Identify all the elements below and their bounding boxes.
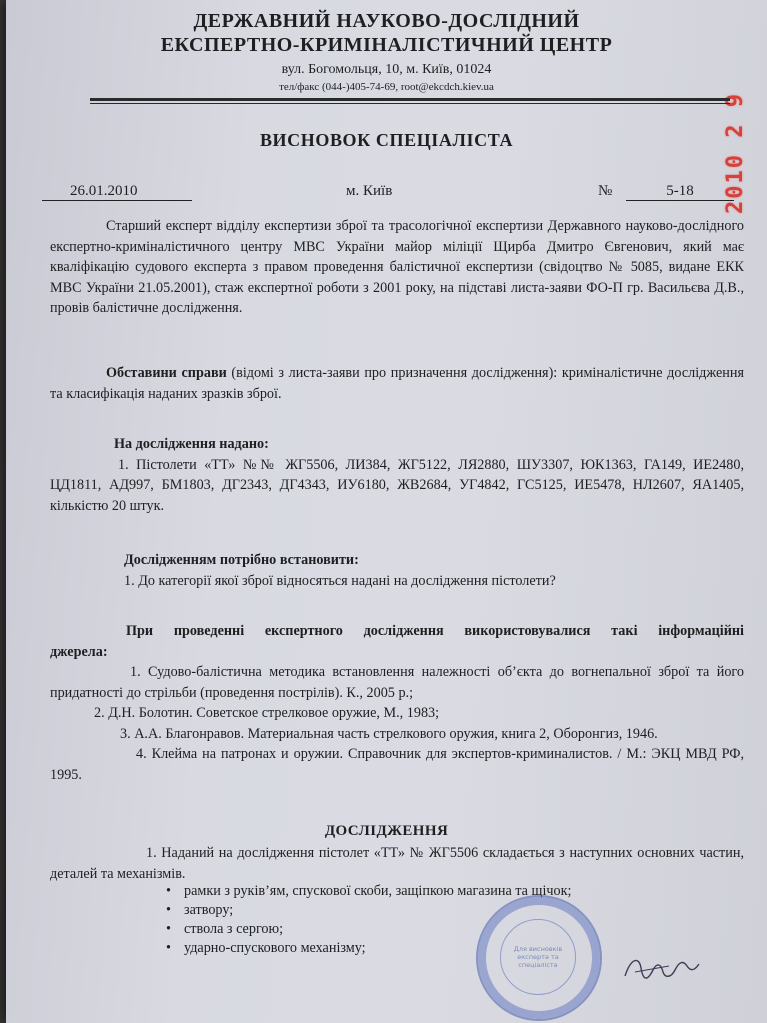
research-heading: ДОСЛІДЖЕННЯ (324, 823, 449, 839)
task-heading: Дослідженням потрібно встановити: (124, 552, 359, 568)
document-city: м. Київ (346, 183, 393, 199)
given-heading: На дослідження надано: (114, 436, 269, 452)
document-number: 5-18 (626, 183, 734, 201)
org-name-line2: ЕКСПЕРТНО-КРИМІНАЛІСТИЧНИЙ ЦЕНТР (160, 34, 613, 56)
source-item: 2. Д.Н. Болотин. Советское стрелковое оружие, М., 1983; (94, 705, 440, 721)
document-date: 26.01.2010 (42, 183, 192, 201)
org-contacts: тел/факс (044-)405-74-69, root@ekcdch.kiev.ua (279, 81, 494, 93)
signature-icon (621, 948, 701, 988)
list-item: • затвору; (156, 901, 676, 920)
task-item: 1. До категорії якої зброї відносяться надані на дослідження пістолети? (124, 572, 556, 589)
circumstances-heading: Обставини справи (106, 365, 227, 381)
circumstances-paragraph (50, 363, 744, 404)
document-number-label: № (598, 183, 613, 199)
circumstances-text: (відомі з листа-заяви про призначення дослідження): криміналістичне дослідження та класифікація наданих зразків зброї. (50, 365, 744, 402)
seal-text: Для висновків експерта та спеціаліста (500, 919, 576, 995)
sources-heading: При проведенні експертного дослідження використовувалися такі інформаційні джерела: (50, 623, 744, 660)
source-item: 4. Клейма на патронах и оружии. Справочник для экспертов-криминалистов. / М.: ЭКЦ МВД РФ, 1995. (50, 746, 744, 783)
header-divider (90, 98, 730, 101)
official-seal (476, 895, 602, 1021)
intro-paragraph: Старший експерт відділу експертизи зброї та трасологічної експертизи Державного науково-дослідного експертно-криміналістичного центру МВС України майор міліції Щирба Дмитро Євгенович, який має кваліфікацію судового експерта з правом проведення балістичної експертизи (свідоцтво № 5085, видане ЕКК МВС України 21.05.2001), стаж експертної роботи з 2001 року, на підставі листа-заяви ФО-П гр. Васильєва Д.В., провів балістичне дослідження. (50, 218, 744, 316)
given-item: 1. Пістолети «ТТ» №№ ЖГ5506, ЛИ384, ЖГ5122, ЛЯ2880, ШУ3307, ЮК1363, ГА149, ИЕ2480, ЦД1811, АД997, БМ1803, ДГ2343, ДГ4343, ИУ6180, ЖВ2684, УГ4842, ГС5125, ИЕ5478, НЛ2607, ЯА1405, кількістю 20 штук. (50, 456, 744, 514)
source-item: 1. Судово-балістична методика встановлення належності об’єкта до вогнепальної зброї та його придатності до стрільби (проведення пострілів). К., 2005 р.; (50, 664, 744, 701)
task-section (50, 550, 744, 591)
org-address: вул. Богомольця, 10, м. Київ, 01024 (281, 62, 492, 77)
header-divider-thin (90, 103, 730, 104)
source-item: 3. А.А. Благонравов. Материальная часть стрелкового оружия, книга 2, Оборонгиз, 1946. (120, 725, 658, 742)
list-item: • ствола з сергою; (156, 920, 676, 939)
research-paragraph: 1. Наданий на дослідження пістолет «ТТ» № ЖГ5506 складається з наступних основних частин, деталей та механізмів. (50, 845, 744, 882)
list-item: • рамки з руків’ям, спускової скоби, защіпкою магазина та щічок; (156, 882, 676, 901)
photo-date-stamp: 2010 2 9 (723, 92, 748, 214)
document-page (6, 0, 767, 1023)
list-item: • ударно-спускового механізму; (156, 939, 676, 958)
org-name-line1: ДЕРЖАВНИЙ НАУКОВО-ДОСЛІДНИЙ (193, 10, 580, 32)
sources-section (50, 621, 744, 785)
document-title: ВИСНОВОК СПЕЦІАЛІСТА (259, 130, 514, 150)
given-section (50, 434, 744, 516)
